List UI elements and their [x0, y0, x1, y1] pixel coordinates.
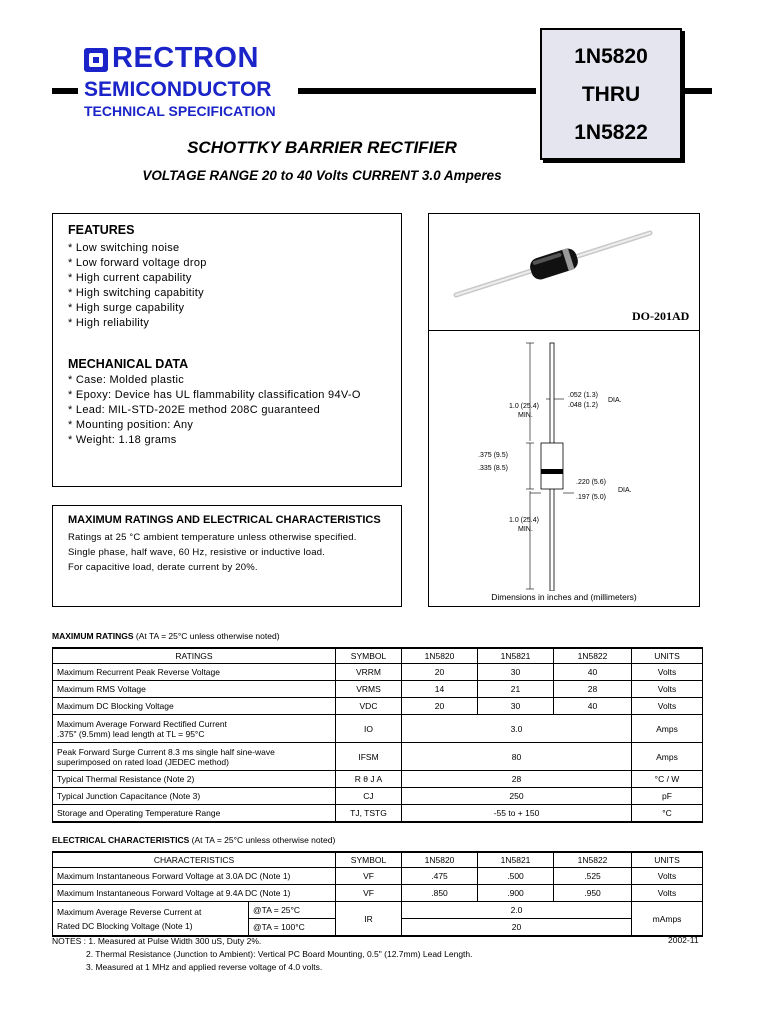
rating-unit: Volts: [632, 681, 703, 698]
brand-tech-spec: TECHNICAL SPECIFICATION: [84, 103, 276, 119]
char-value: 2.0: [402, 902, 632, 919]
column-header: 1N5821: [478, 648, 554, 664]
dim-lead-dia-label: DIA.: [608, 397, 622, 404]
feature-item: * High switching capabitity: [68, 287, 204, 299]
note-line: 2. Thermal Resistance (Junction to Ambient): Vertical PC Board Mounting, 0.5" (12.7mm) Lead Length.: [86, 949, 473, 959]
elec-char-heading-condition: (At TA = 25°C unless otherwise noted): [189, 835, 336, 845]
features-heading: FEATURES: [68, 223, 135, 237]
rating-value: 28: [554, 681, 632, 698]
rating-value: 28: [402, 771, 632, 788]
table-header-row: [53, 648, 703, 664]
ratings-note-heading: MAXIMUM RATINGS AND ELECTRICAL CHARACTERISTICS: [68, 514, 381, 526]
mechanical-list: [68, 373, 361, 448]
column-header: UNITS: [632, 852, 703, 868]
mechanical-item: * Case: Molded plastic: [68, 374, 185, 386]
dim-lead-length-bottom: 1.0 (25.4): [509, 517, 539, 524]
dim-body-dia-max: .220 (5.6): [576, 479, 606, 486]
rating-value: 20: [402, 664, 478, 681]
rating-unit: pF: [632, 788, 703, 805]
dim-body-len-max: .375 (9.5): [478, 452, 508, 459]
rating-label: Maximum RMS Voltage: [53, 681, 336, 698]
column-header: UNITS: [632, 648, 703, 664]
rating-label-line: .375" (9.5mm) lead length at TL = 95°C: [57, 728, 205, 739]
package-name: DO-201AD: [632, 309, 690, 323]
rating-unit: Volts: [632, 698, 703, 715]
column-header: 1N5822: [554, 852, 632, 868]
max-ratings-heading-bold: MAXIMUM RATINGS: [52, 631, 134, 641]
column-header: RATINGS: [53, 648, 336, 664]
rectron-logo-icon: [84, 48, 108, 72]
mechanical-item: * Epoxy: Device has UL flammability classification 94V-O: [68, 389, 361, 401]
char-condition: @TA = 25°C: [249, 902, 336, 919]
column-header: 1N5822: [554, 648, 632, 664]
dim-lead-length: 1.0 (25.4): [509, 403, 539, 410]
char-value: .850: [402, 885, 478, 902]
rating-symbol: TJ, TSTG: [336, 805, 402, 823]
rating-symbol: IO: [336, 715, 402, 743]
rating-unit: °C / W: [632, 771, 703, 788]
dim-lead-min: MIN.: [518, 412, 533, 419]
column-header: 1N5820: [402, 852, 478, 868]
char-label-line: Maximum Average Reverse Current at: [57, 906, 202, 917]
table-row: [53, 902, 703, 919]
table-row: [53, 681, 703, 698]
rating-symbol: VRRM: [336, 664, 402, 681]
table-row: [53, 805, 703, 823]
ratings-note-line: For capacitive load, derate current by 20%.: [68, 562, 258, 573]
rating-value: 40: [554, 698, 632, 715]
dim-lead-min-bottom: MIN.: [518, 526, 533, 533]
column-header: CHARACTERISTICS: [53, 852, 336, 868]
char-value: .525: [554, 868, 632, 885]
char-symbol: VF: [336, 885, 402, 902]
column-header: SYMBOL: [336, 648, 402, 664]
rating-label: Maximum DC Blocking Voltage: [53, 698, 336, 715]
rating-label: Typical Junction Capacitance (Note 3): [53, 788, 336, 805]
dim-body-len-min: .335 (8.5): [478, 465, 508, 472]
rating-symbol: IFSM: [336, 743, 402, 771]
rating-unit: °C: [632, 805, 703, 823]
rating-symbol: VRMS: [336, 681, 402, 698]
feature-item: * Low switching noise: [68, 242, 180, 254]
header-rule-middle: [298, 88, 536, 94]
part-number-last: 1N5822: [574, 121, 648, 144]
brand-semiconductor: SEMICONDUCTOR: [84, 78, 272, 101]
dim-body-dia-min: .197 (5.0): [576, 494, 606, 501]
char-value: .475: [402, 868, 478, 885]
char-condition: @TA = 100°C: [249, 919, 336, 937]
mechanical-item: * Mounting position: Any: [68, 419, 194, 431]
feature-item: * Low forward voltage drop: [68, 257, 207, 269]
rating-symbol: CJ: [336, 788, 402, 805]
char-value: 20: [402, 919, 632, 937]
part-number-thru: THRU: [581, 83, 641, 106]
char-unit: Volts: [632, 885, 703, 902]
table-row: [53, 743, 703, 771]
rating-label: Maximum Recurrent Peak Reverse Voltage: [53, 664, 336, 681]
rating-label: Storage and Operating Temperature Range: [53, 805, 336, 823]
rating-symbol: R θ J A: [336, 771, 402, 788]
mechanical-item: * Lead: MIL-STD-202E method 208C guaranteed: [68, 404, 320, 416]
max-ratings-heading: [52, 631, 280, 641]
column-header: 1N5820: [402, 648, 478, 664]
part-number-first: 1N5820: [574, 45, 648, 68]
document-subtitle: VOLTAGE RANGE 20 to 40 Volts CURRENT 3.0 Amperes: [142, 168, 502, 183]
ratings-note-line: Ratings at 25 °C ambient temperature unless otherwise specified.: [68, 532, 357, 543]
column-header: 1N5821: [478, 852, 554, 868]
table-row: [53, 885, 703, 902]
rating-value: 20: [402, 698, 478, 715]
char-value: .900: [478, 885, 554, 902]
table-row: [53, 788, 703, 805]
electrical-characteristics-table: [52, 851, 703, 937]
column-header: SYMBOL: [336, 852, 402, 868]
dim-body-dia-label: DIA.: [618, 487, 632, 494]
table-row: [53, 664, 703, 681]
ratings-note-lines: [68, 530, 357, 575]
max-ratings-table: [52, 647, 703, 823]
table-header-row: [53, 852, 703, 868]
table-row: [53, 868, 703, 885]
feature-item: * High reliability: [68, 317, 150, 329]
dimension-caption: Dimensions in inches and (millimeters): [491, 592, 637, 602]
char-symbol: VF: [336, 868, 402, 885]
max-ratings-heading-condition: (At TA = 25°C unless otherwise noted): [133, 631, 280, 641]
document-date: 2002-11: [668, 935, 699, 945]
char-label: Maximum Instantaneous Forward Voltage at 3.0A DC (Note 1): [53, 868, 336, 885]
mechanical-heading: MECHANICAL DATA: [68, 357, 189, 371]
rating-label-line: superimposed on rated load (JEDEC method): [57, 756, 229, 767]
dim-lead-dia-min: .048 (1.2): [568, 402, 598, 409]
rating-label: [53, 715, 336, 743]
feature-item: * High current capability: [68, 272, 192, 284]
rating-value: -55 to + 150: [402, 805, 632, 823]
char-unit: Volts: [632, 868, 703, 885]
dim-lead-dia-max: .052 (1.3): [568, 392, 598, 399]
char-label: Maximum Instantaneous Forward Voltage at 9.4A DC (Note 1): [53, 885, 336, 902]
ratings-note-line: Single phase, half wave, 60 Hz, resistive or inductive load.: [68, 547, 326, 558]
note-line: NOTES : 1. Measured at Pulse Width 300 uS, Duty 2%.: [52, 936, 262, 946]
char-symbol: IR: [336, 902, 402, 937]
document-title: SCHOTTKY BARRIER RECTIFIER: [187, 138, 457, 157]
note-line: 3. Measured at 1 MHz and applied reverse voltage of 4.0 volts.: [86, 962, 323, 972]
char-label: [53, 902, 249, 937]
rating-label: [53, 743, 336, 771]
rating-value: 30: [478, 698, 554, 715]
rating-unit: Amps: [632, 743, 703, 771]
rating-value: 40: [554, 664, 632, 681]
char-value: .500: [478, 868, 554, 885]
rating-value: 250: [402, 788, 632, 805]
dimension-drawing: [430, 333, 698, 591]
brand-name: RECTRON: [112, 42, 259, 74]
rating-value: 30: [478, 664, 554, 681]
rating-unit: Amps: [632, 715, 703, 743]
char-value: .950: [554, 885, 632, 902]
char-unit: mAmps: [632, 902, 703, 937]
table-row: [53, 715, 703, 743]
rating-value: 14: [402, 681, 478, 698]
char-label-line: Rated DC Blocking Voltage (Note 1): [57, 920, 193, 931]
elec-char-heading-bold: ELECTRICAL CHARACTERISTICS: [52, 835, 190, 845]
rating-unit: Volts: [632, 664, 703, 681]
rating-symbol: VDC: [336, 698, 402, 715]
rating-label-line: Peak Forward Surge Current 8.3 ms single half sine-wave: [57, 746, 275, 757]
rating-value: 3.0: [402, 715, 632, 743]
rating-label-line: Maximum Average Forward Rectified Current: [57, 718, 227, 729]
diode-illustration: [430, 215, 698, 307]
features-list: [68, 241, 207, 331]
rating-label: Typical Thermal Resistance (Note 2): [53, 771, 336, 788]
rating-value: 80: [402, 743, 632, 771]
table-row: [53, 771, 703, 788]
elec-char-heading: [52, 835, 335, 845]
header-rule-left: [52, 88, 78, 94]
header-rule-right: [682, 88, 712, 94]
feature-item: * High surge capability: [68, 302, 185, 314]
notes-section: [52, 935, 473, 974]
table-row: [53, 698, 703, 715]
mechanical-item: * Weight: 1.18 grams: [68, 434, 177, 446]
rating-value: 21: [478, 681, 554, 698]
